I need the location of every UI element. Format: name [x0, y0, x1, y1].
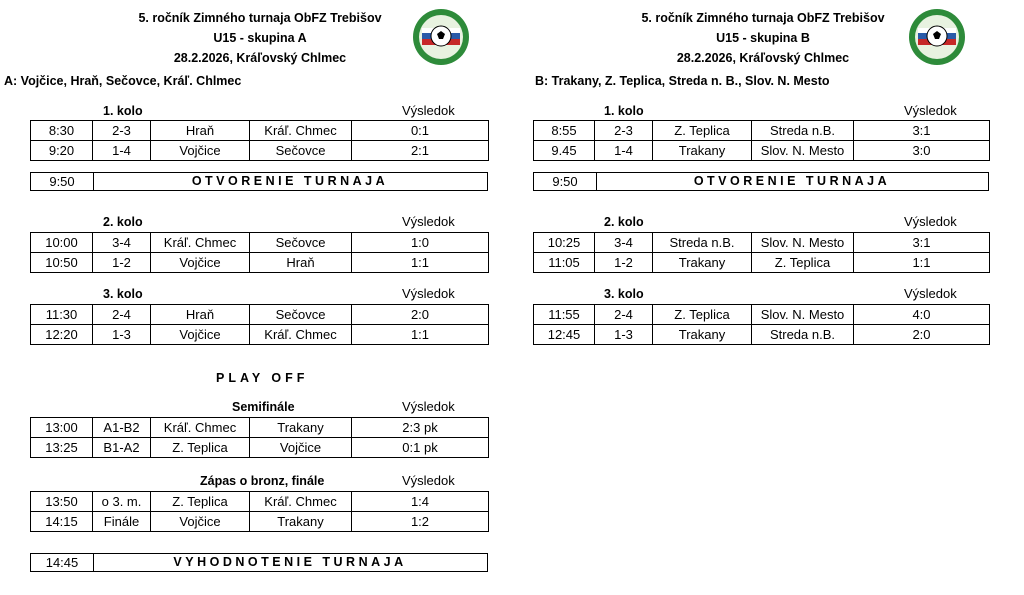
group-b-round1-result-label: Výsledok [904, 103, 957, 118]
match-pairing: 1-3 [595, 325, 653, 345]
home-team: Z. Teplica [151, 492, 250, 512]
opening-text: OTVORENIE TURNAJA [693, 174, 891, 188]
match-score: 3:0 [854, 141, 990, 161]
table-row [31, 141, 489, 161]
table-row [31, 233, 489, 253]
away-team: Slov. N. Mesto [752, 141, 854, 161]
match-pairing: 1-2 [595, 253, 653, 273]
group-b-subtitle: U15 - skupina B [716, 31, 810, 45]
table-row [31, 121, 489, 141]
semifinal-result-label: Výsledok [402, 399, 455, 414]
evaluation-text: VYHODNOTENIE TURNAJA [173, 555, 407, 569]
home-team: Z. Teplica [653, 305, 752, 325]
match-time: 11:30 [31, 305, 93, 325]
match-time: 10:00 [31, 233, 93, 253]
away-team: Kráľ. Chmec [250, 325, 352, 345]
group-b-round3-result-label: Výsledok [904, 286, 957, 301]
match-pairing: 3-4 [595, 233, 653, 253]
group-a-teams: A: Vojčice, Hraň, Sečovce, Kráľ. Chlmec [4, 74, 242, 88]
group-b-round1-label: 1. kolo [604, 104, 644, 118]
away-team: Streda n.B. [752, 325, 854, 345]
group-b-round3-table [533, 304, 990, 345]
away-team: Hraň [250, 253, 352, 273]
group-a-date-place: 28.2.2026, Kráľovský Chlmec [173, 51, 347, 65]
match-score: 1:1 [352, 325, 489, 345]
finals-table [30, 491, 489, 532]
match-score: 0:1 [352, 121, 489, 141]
match-time: 14:15 [31, 512, 93, 532]
match-score: 1:1 [854, 253, 990, 273]
table-row [31, 438, 489, 458]
group-a-round1-result-label: Výsledok [402, 103, 455, 118]
opening-time: 9:50 [31, 173, 94, 190]
table-row [534, 141, 990, 161]
table-row [31, 418, 489, 438]
match-time: 10:50 [31, 253, 93, 273]
match-score: 0:1 pk [352, 438, 489, 458]
match-pairing: 1-2 [93, 253, 151, 273]
match-time: 11:55 [534, 305, 595, 325]
match-time: 8:30 [31, 121, 93, 141]
match-time: 13:25 [31, 438, 93, 458]
home-team: Vojčice [151, 512, 250, 532]
finals-label: Zápas o bronz, finále [200, 474, 325, 488]
away-team: Trakany [250, 512, 352, 532]
group-a-opening-bar [30, 172, 488, 191]
home-team: Kráľ. Chmec [151, 418, 250, 438]
match-pairing: Finále [93, 512, 151, 532]
home-team: Vojčice [151, 325, 250, 345]
table-row [31, 512, 489, 532]
match-time: 9.45 [534, 141, 595, 161]
match-time: 10:25 [534, 233, 595, 253]
table-row [31, 305, 489, 325]
home-team: Hraň [151, 121, 250, 141]
group-b-round2-table [533, 232, 990, 273]
match-pairing: 2-3 [93, 121, 151, 141]
away-team: Streda n.B. [752, 121, 854, 141]
away-team: Vojčice [250, 438, 352, 458]
match-time: 11:05 [534, 253, 595, 273]
away-team: Trakany [250, 418, 352, 438]
group-a-round1-label: 1. kolo [103, 104, 143, 118]
football-association-logo-icon [908, 8, 966, 66]
semifinal-label: Semifinále [232, 400, 295, 414]
match-score: 2:0 [854, 325, 990, 345]
away-team: Kráľ. Chmec [250, 492, 352, 512]
match-pairing: o 3. m. [93, 492, 151, 512]
finals-result-label: Výsledok [402, 473, 455, 488]
home-team: Vojčice [151, 141, 250, 161]
group-a-round3-table [30, 304, 489, 345]
opening-time: 9:50 [534, 173, 597, 190]
group-a-round3-result-label: Výsledok [402, 286, 455, 301]
group-b-opening-bar [533, 172, 989, 191]
away-team: Sečovce [250, 233, 352, 253]
semifinal-table [30, 417, 489, 458]
group-b-round2-label: 2. kolo [604, 215, 644, 229]
match-score: 1:0 [352, 233, 489, 253]
match-pairing: 2-4 [93, 305, 151, 325]
match-time: 12:45 [534, 325, 595, 345]
match-score: 1:4 [352, 492, 489, 512]
opening-text: OTVORENIE TURNAJA [191, 174, 389, 188]
home-team: Trakany [653, 253, 752, 273]
match-time: 8:55 [534, 121, 595, 141]
match-pairing: 1-4 [595, 141, 653, 161]
table-row [534, 325, 990, 345]
home-team: Z. Teplica [151, 438, 250, 458]
home-team: Hraň [151, 305, 250, 325]
match-time: 9:20 [31, 141, 93, 161]
group-a-round2-result-label: Výsledok [402, 214, 455, 229]
match-pairing: 2-3 [595, 121, 653, 141]
home-team: Kráľ. Chmec [151, 233, 250, 253]
match-pairing: B1-A2 [93, 438, 151, 458]
table-row [534, 305, 990, 325]
match-time: 12:20 [31, 325, 93, 345]
match-score: 3:1 [854, 121, 990, 141]
home-team: Z. Teplica [653, 121, 752, 141]
match-score: 2:1 [352, 141, 489, 161]
group-a-subtitle: U15 - skupina A [213, 31, 307, 45]
group-a-round2-table [30, 232, 489, 273]
group-b-round2-result-label: Výsledok [904, 214, 957, 229]
home-team: Vojčice [151, 253, 250, 273]
group-a-round3-label: 3. kolo [103, 287, 143, 301]
away-team: Slov. N. Mesto [752, 305, 854, 325]
group-b-round3-label: 3. kolo [604, 287, 644, 301]
home-team: Trakany [653, 325, 752, 345]
away-team: Slov. N. Mesto [752, 233, 854, 253]
match-score: 1:2 [352, 512, 489, 532]
match-pairing: 2-4 [595, 305, 653, 325]
group-a-round1-table [30, 120, 489, 161]
match-score: 2:0 [352, 305, 489, 325]
match-pairing: 3-4 [93, 233, 151, 253]
match-score: 2:3 pk [352, 418, 489, 438]
group-b-teams: B: Trakany, Z. Teplica, Streda n. B., Slov. N. Mesto [535, 74, 830, 88]
home-team: Trakany [653, 141, 752, 161]
match-score: 1:1 [352, 253, 489, 273]
table-row [31, 325, 489, 345]
evaluation-bar [30, 553, 488, 572]
match-pairing: 1-4 [93, 141, 151, 161]
group-b-round1-table [533, 120, 990, 161]
away-team: Sečovce [250, 305, 352, 325]
group-a-round2-label: 2. kolo [103, 215, 143, 229]
home-team: Streda n.B. [653, 233, 752, 253]
match-pairing: 1-3 [93, 325, 151, 345]
football-association-logo-icon [412, 8, 470, 66]
group-a-title: 5. ročník Zimného turnaja ObFZ Trebišov [138, 11, 382, 25]
match-pairing: A1-B2 [93, 418, 151, 438]
table-row [534, 121, 990, 141]
away-team: Kráľ. Chmec [250, 121, 352, 141]
table-row [31, 492, 489, 512]
group-b-date-place: 28.2.2026, Kráľovský Chlmec [676, 51, 850, 65]
away-team: Z. Teplica [752, 253, 854, 273]
evaluation-time: 14:45 [31, 554, 94, 571]
away-team: Sečovce [250, 141, 352, 161]
match-time: 13:00 [31, 418, 93, 438]
table-row [534, 233, 990, 253]
group-b-title: 5. ročník Zimného turnaja ObFZ Trebišov [641, 11, 885, 25]
match-score: 3:1 [854, 233, 990, 253]
match-score: 4:0 [854, 305, 990, 325]
match-time: 13:50 [31, 492, 93, 512]
table-row [534, 253, 990, 273]
table-row [31, 253, 489, 273]
playoff-title: PLAY OFF [216, 371, 309, 385]
